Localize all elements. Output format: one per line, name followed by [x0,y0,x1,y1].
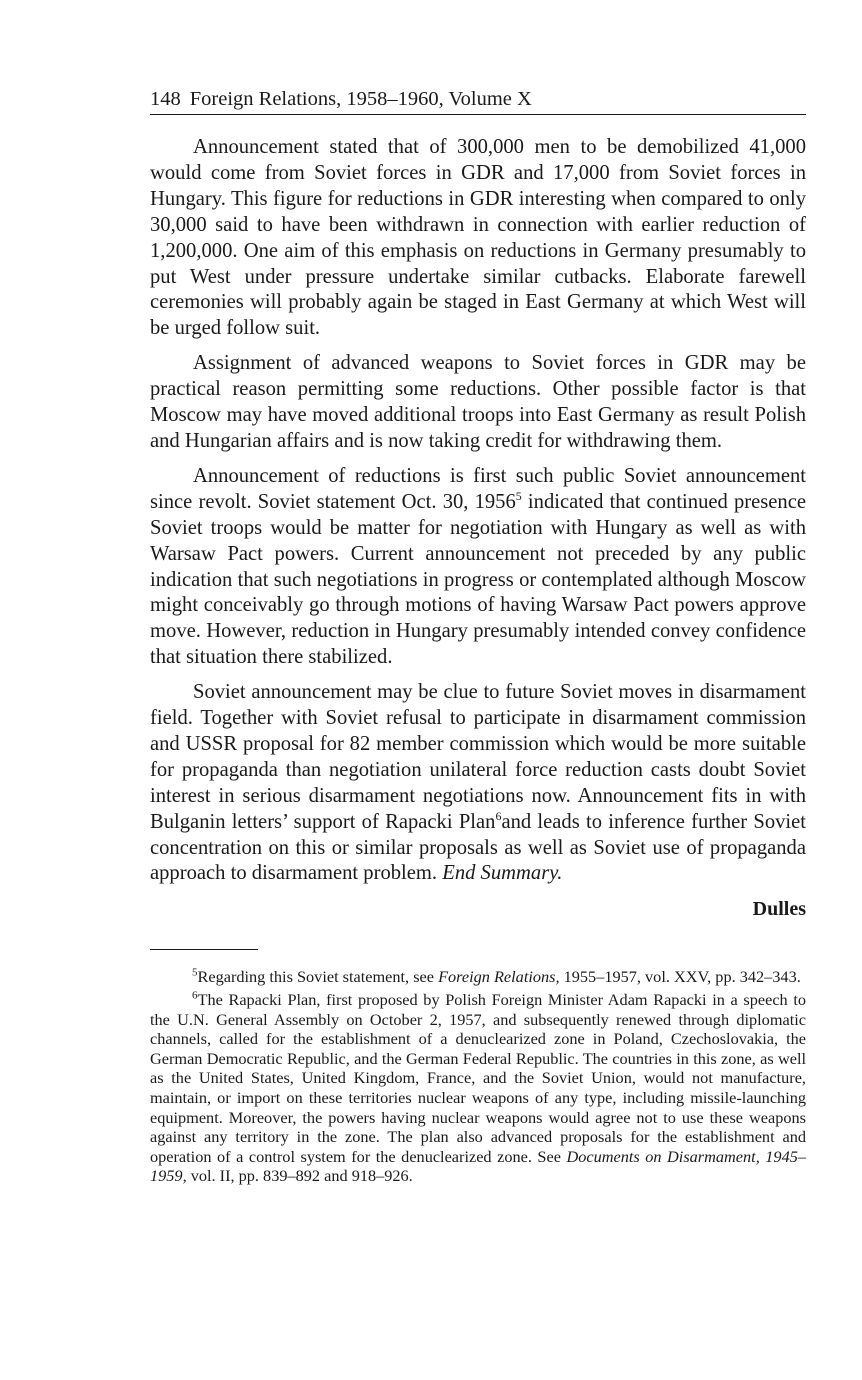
footnote-ref-6[interactable]: 6 [495,808,502,823]
footnote-number: 6 [192,989,198,1002]
footnote-6 [150,990,806,1186]
end-summary: End Summary. [442,862,563,885]
footnote-5 [150,967,806,987]
paragraph-text: Announcement of reductions is first such public Soviet announcement since revolt. Soviet statement Oct. 30, 1956 [150,464,806,513]
footnote-text: vol. II, pp. 839–892 and 918–926. [186,1166,413,1186]
footnote-divider [150,949,258,950]
paragraph-hungary-reductions [150,464,806,671]
paragraph-advanced-weapons: Assignment of advanced weapons to Soviet forces in GDR may be practical reason permitting some reductions. Other possible factor is that Moscow may have moved additional troops into East Germany as result Polish and Hungarian affairs and is now taking credit for withdrawing them. [150,352,806,452]
page-number: 148 [150,88,181,110]
footnote-citation: Documents on Disarmament, 1945–1959, [150,1146,806,1186]
footnote-text: The Rapacki Plan, first proposed by Polish Foreign Minister Adam Rapacki in a speech to the U.N. General Assembly on October 2, 1957, and subsequently renewed through diplomatic channels, called for the establishment of a denuclearized zone in Poland, Czechoslovakia, the German Democratic Republic, and the German Federal Republic. The countries in this zone, as well as the United States, United Kingdom, France, and the Soviet Union, would not manufacture, maintain, or import on these territories nuclear weapons of any type, including missile-launching equipment. Moreover, the powers having nuclear weapons would agree not to use these weapons against any territory in the zone. The plan also advanced proposals for the establishment and operation of a control system for the denuclearized zone. See [150,989,806,1166]
telegram-body [150,135,806,887]
paragraph-demobilization: Announcement stated that of 300,000 men to be demobilized 41,000 would come from Soviet forces in GDR and 17,000 from Soviet forces in Hungary. This figure for reductions in GDR interesting when compared to only 30,000 said to have been withdrawn in connection with earlier reduction of 1,200,000. One aim of this emphasis on reductions in Germany presumably to put West under pressure undertake similar cutbacks. Elaborate farewell ceremonies will probably again be staged in East Germany at which West will be urged follow suit. [150,136,806,340]
document-page [150,86,806,1189]
footnote-number: 5 [192,966,198,979]
paragraph-text: indicated that continued presence Soviet troops would be matter for negotiation with Hungary as well as with Warsaw Pact powers. Current announcement not preceded by any public indication that such negotiations in progress or contemplated although Moscow might conceivably go through motions of having Warsaw Pact powers approve move. However, reduction in Hungary presumably intended convey confidence that situation there stabilized. [150,490,806,669]
signature: Dulles [752,898,806,921]
running-head [150,86,806,115]
footnote-text: 1955–1957, vol. XXV, pp. 342–343. [559,967,801,987]
footnotes [150,967,806,1186]
paragraph-text: and leads to inference further Soviet concentration on this or similar proposals as well as Soviet use of propaganda approach to disarmament problem. [150,810,807,885]
volume-title: Foreign Relations, 1958–1960, Volume X [189,88,532,110]
footnote-citation: Foreign Relations, [438,967,560,987]
paragraph-disarmament [150,680,806,887]
footnote-text: Regarding this Soviet statement, see [197,967,439,987]
paragraph-text: Soviet announcement may be clue to future Soviet moves in disarmament field. Together with Soviet refusal to participate in disarmament commission and USSR proposal for 82 member commission which would be more suitable for propaganda than negotiation unilateral force reduction casts doubt Soviet interest in serious disarmament negotiations now. Announcement fits in with Bulganin letters’ support of Rapacki Plan [150,681,806,833]
footnote-ref-5[interactable]: 5 [515,488,522,503]
